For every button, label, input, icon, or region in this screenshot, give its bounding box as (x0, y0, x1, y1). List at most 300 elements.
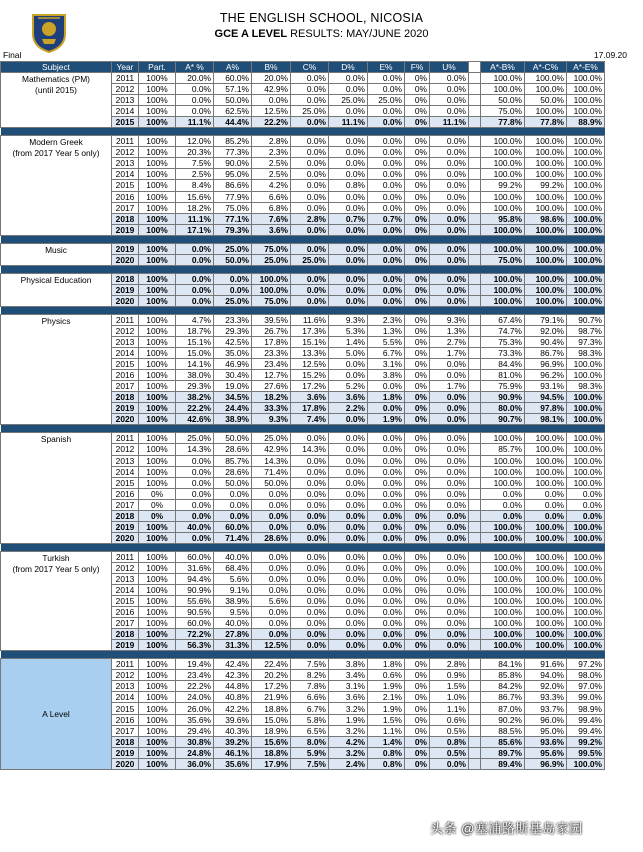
value-cell: 17.3% (291, 325, 329, 336)
value-cell: 0.0% (368, 562, 405, 573)
value-cell: 0% (405, 158, 430, 169)
value-cell: 19.4% (176, 659, 214, 670)
value-cell: 94.5% (525, 392, 567, 403)
value-cell: 100.0% (567, 477, 605, 488)
value-cell: 100.0% (481, 169, 525, 180)
value-cell: 100% (139, 254, 176, 265)
value-cell: 57.1% (214, 84, 252, 95)
value-cell: 2.3% (252, 147, 291, 158)
column-header: Subject (1, 62, 112, 73)
separator-bar (1, 306, 605, 314)
column-header: Part. (139, 62, 176, 73)
value-cell: 24.8% (176, 747, 214, 758)
value-cell: 100.0% (481, 433, 525, 444)
value-cell: 8.4% (176, 180, 214, 191)
value-cell: 0% (405, 725, 430, 736)
value-cell: 79.1% (525, 314, 567, 325)
value-cell: 1.5% (430, 681, 469, 692)
value-cell: 86.7% (481, 692, 525, 703)
value-cell: 4.2% (329, 736, 368, 747)
value-cell: 1.8% (368, 659, 405, 670)
year-cell: 2020 (112, 414, 139, 425)
year-cell: 2017 (112, 618, 139, 629)
column-gap (469, 725, 481, 736)
value-cell: 0.0% (291, 117, 329, 128)
value-cell: 100.0% (252, 273, 291, 284)
value-cell: 100.0% (481, 191, 525, 202)
value-cell: 100% (139, 466, 176, 477)
value-cell: 0% (405, 444, 430, 455)
value-cell: 100.0% (567, 414, 605, 425)
value-cell: 62.5% (214, 106, 252, 117)
value-cell: 4.7% (176, 314, 214, 325)
value-cell: 0.0% (176, 499, 214, 510)
value-cell: 100.0% (567, 169, 605, 180)
column-header: A*-E% (567, 62, 605, 73)
value-cell: 100.0% (525, 618, 567, 629)
subject-name: Music (1, 243, 112, 265)
value-cell: 100.0% (481, 202, 525, 213)
value-cell: 100.0% (481, 629, 525, 640)
value-cell: 100.0% (525, 169, 567, 180)
value-cell: 0.0% (291, 510, 329, 521)
value-cell: 0.0% (430, 521, 469, 532)
value-cell: 42.9% (252, 444, 291, 455)
value-cell: 100.0% (525, 191, 567, 202)
value-cell: 44.8% (214, 681, 252, 692)
column-gap (469, 640, 481, 651)
value-cell: 0.0% (368, 284, 405, 295)
value-cell: 100.0% (481, 147, 525, 158)
value-cell: 0.0% (291, 562, 329, 573)
separator-bar (1, 425, 605, 433)
value-cell: 18.8% (252, 703, 291, 714)
value-cell: 3.2% (329, 725, 368, 736)
value-cell: 100.0% (525, 532, 567, 543)
value-cell: 0% (405, 499, 430, 510)
value-cell: 100.0% (525, 295, 567, 306)
value-cell: 0% (405, 147, 430, 158)
value-cell: 0.0% (291, 243, 329, 254)
value-cell: 100.0% (481, 243, 525, 254)
value-cell: 0.0% (430, 224, 469, 235)
column-gap (469, 403, 481, 414)
value-cell: 0.0% (567, 499, 605, 510)
value-cell: 0.0% (430, 455, 469, 466)
value-cell: 0.0% (329, 551, 368, 562)
value-cell: 100.0% (525, 106, 567, 117)
value-cell: 36.0% (176, 758, 214, 769)
value-cell: 100.0% (481, 521, 525, 532)
year-cell: 2018 (112, 213, 139, 224)
value-cell: 100% (139, 337, 176, 348)
value-cell: 7.5% (176, 158, 214, 169)
value-cell: 0.5% (430, 747, 469, 758)
table-row (1, 73, 605, 84)
value-cell: 100% (139, 596, 176, 607)
value-cell: 0.0% (176, 243, 214, 254)
value-cell: 38.9% (214, 414, 252, 425)
value-cell: 87.0% (481, 703, 525, 714)
value-cell: 44.4% (214, 117, 252, 128)
value-cell: 100.0% (481, 607, 525, 618)
value-cell: 100.0% (525, 433, 567, 444)
value-cell: 100.0% (567, 158, 605, 169)
value-cell: 9.1% (214, 585, 252, 596)
value-cell: 96.9% (525, 758, 567, 769)
value-cell: 0% (405, 325, 430, 336)
value-cell: 15.0% (252, 714, 291, 725)
value-cell: 100.0% (481, 455, 525, 466)
value-cell: 100.0% (567, 466, 605, 477)
value-cell: 0.0% (430, 532, 469, 543)
value-cell: 100.0% (567, 73, 605, 84)
value-cell: 0.0% (252, 585, 291, 596)
value-cell: 90.9% (481, 392, 525, 403)
value-cell: 15.6% (176, 191, 214, 202)
value-cell: 80.0% (481, 403, 525, 414)
value-cell: 17.1% (176, 224, 214, 235)
value-cell: 100% (139, 295, 176, 306)
value-cell: 100% (139, 444, 176, 455)
value-cell: 0.0% (329, 477, 368, 488)
table-row (1, 659, 605, 670)
value-cell: 100.0% (567, 273, 605, 284)
column-gap (469, 747, 481, 758)
value-cell: 71.4% (214, 532, 252, 543)
value-cell: 23.3% (252, 348, 291, 359)
value-cell: 8.0% (291, 736, 329, 747)
value-cell: 100% (139, 147, 176, 158)
column-gap (469, 433, 481, 444)
value-cell: 1.9% (368, 681, 405, 692)
value-cell: 93.3% (525, 692, 567, 703)
value-cell: 38.0% (176, 370, 214, 381)
value-cell: 100% (139, 381, 176, 392)
year-cell: 2018 (112, 736, 139, 747)
value-cell: 0% (405, 224, 430, 235)
value-cell: 22.2% (176, 403, 214, 414)
value-cell: 77.8% (525, 117, 567, 128)
value-cell: 72.2% (176, 629, 214, 640)
value-cell: 98.1% (525, 414, 567, 425)
column-gap (469, 314, 481, 325)
value-cell: 24.4% (214, 403, 252, 414)
value-cell: 0% (405, 681, 430, 692)
value-cell: 0.0% (430, 607, 469, 618)
value-cell: 68.4% (214, 562, 252, 573)
value-cell: 18.8% (252, 747, 291, 758)
year-cell: 2012 (112, 562, 139, 573)
value-cell: 6.7% (368, 348, 405, 359)
column-header: A* % (176, 62, 214, 73)
value-cell: 100% (139, 477, 176, 488)
value-cell: 0.0% (430, 191, 469, 202)
value-cell: 100% (139, 681, 176, 692)
year-cell: 2020 (112, 758, 139, 769)
value-cell: 0.0% (368, 180, 405, 191)
value-cell: 0.0% (291, 573, 329, 584)
value-cell: 100% (139, 348, 176, 359)
value-cell: 100% (139, 670, 176, 681)
value-cell: 100.0% (525, 640, 567, 651)
value-cell: 100% (139, 532, 176, 543)
value-cell: 100% (139, 106, 176, 117)
value-cell: 100% (139, 202, 176, 213)
value-cell: 0.0% (368, 273, 405, 284)
value-cell: 12.7% (252, 370, 291, 381)
value-cell: 42.9% (252, 84, 291, 95)
value-cell: 75.9% (481, 381, 525, 392)
column-gap (469, 381, 481, 392)
value-cell: 3.8% (368, 370, 405, 381)
value-cell: 93.6% (525, 736, 567, 747)
value-cell: 75.0% (252, 243, 291, 254)
value-cell: 100.0% (481, 640, 525, 651)
value-cell: 0% (405, 510, 430, 521)
value-cell: 9.3% (329, 314, 368, 325)
value-cell: 1.0% (430, 692, 469, 703)
value-cell: 0.0% (176, 254, 214, 265)
year-cell: 2015 (112, 477, 139, 488)
value-cell: 81.0% (481, 370, 525, 381)
value-cell: 0.0% (368, 607, 405, 618)
year-cell: 2011 (112, 551, 139, 562)
value-cell: 0% (405, 670, 430, 681)
value-cell: 0.0% (525, 499, 567, 510)
subject-name: Mathematics (PM) (until 2015) (1, 73, 112, 128)
value-cell: 50.0% (214, 433, 252, 444)
value-cell: 12.0% (176, 136, 214, 147)
value-cell: 0.0% (368, 147, 405, 158)
value-cell: 0.0% (329, 370, 368, 381)
value-cell: 77.3% (214, 147, 252, 158)
column-gap (469, 659, 481, 670)
value-cell: 0% (405, 314, 430, 325)
value-cell: 11.1% (176, 117, 214, 128)
year-cell: 2012 (112, 84, 139, 95)
year-cell: 2017 (112, 725, 139, 736)
value-cell: 0% (405, 747, 430, 758)
value-cell: 23.4% (176, 670, 214, 681)
value-cell: 0% (405, 95, 430, 106)
value-cell: 100.0% (525, 596, 567, 607)
year-cell: 2015 (112, 117, 139, 128)
value-cell: 29.4% (176, 725, 214, 736)
separator-bar (1, 651, 605, 659)
value-cell: 100.0% (525, 585, 567, 596)
value-cell: 42.2% (214, 703, 252, 714)
value-cell: 2.5% (176, 169, 214, 180)
value-cell: 2.5% (252, 158, 291, 169)
year-cell: 2020 (112, 254, 139, 265)
value-cell: 5.9% (291, 747, 329, 758)
value-cell: 0% (405, 169, 430, 180)
value-cell: 0.0% (430, 106, 469, 117)
value-cell: 0% (405, 295, 430, 306)
column-gap (469, 243, 481, 254)
value-cell: 0.5% (430, 725, 469, 736)
column-gap (469, 348, 481, 359)
value-cell: 0.0% (291, 455, 329, 466)
column-gap (469, 521, 481, 532)
value-cell: 23.3% (214, 314, 252, 325)
value-cell: 0.0% (176, 477, 214, 488)
value-cell: 84.1% (481, 659, 525, 670)
value-cell: 15.2% (291, 370, 329, 381)
value-cell: 100.0% (525, 573, 567, 584)
value-cell: 0% (405, 84, 430, 95)
value-cell: 0.0% (329, 629, 368, 640)
value-cell: 92.0% (525, 325, 567, 336)
value-cell: 2.3% (368, 314, 405, 325)
year-cell: 2011 (112, 73, 139, 84)
table-header-row (1, 62, 605, 73)
column-gap (469, 758, 481, 769)
value-cell: 0.0% (368, 403, 405, 414)
value-cell: 50.0% (252, 477, 291, 488)
value-cell: 94.0% (525, 670, 567, 681)
value-cell: 100% (139, 455, 176, 466)
column-gap (469, 62, 481, 73)
value-cell: 0.0% (430, 551, 469, 562)
value-cell: 3.6% (329, 692, 368, 703)
value-cell: 89.4% (481, 758, 525, 769)
value-cell: 40.0% (214, 618, 252, 629)
value-cell: 100% (139, 403, 176, 414)
value-cell: 0% (405, 629, 430, 640)
value-cell: 60.0% (176, 618, 214, 629)
value-cell: 30.8% (176, 736, 214, 747)
value-cell: 18.7% (176, 325, 214, 336)
value-cell: 0.0% (291, 158, 329, 169)
value-cell: 0.0% (430, 370, 469, 381)
value-cell: 100% (139, 433, 176, 444)
value-cell: 100% (139, 573, 176, 584)
value-cell: 97.3% (567, 337, 605, 348)
subject-separator (1, 543, 605, 551)
value-cell: 0% (405, 359, 430, 370)
value-cell: 100% (139, 607, 176, 618)
year-cell: 2012 (112, 670, 139, 681)
year-cell: 2011 (112, 136, 139, 147)
value-cell: 0.0% (430, 414, 469, 425)
value-cell: 0.0% (430, 84, 469, 95)
value-cell: 0.0% (368, 243, 405, 254)
value-cell: 85.6% (481, 736, 525, 747)
value-cell: 99.4% (567, 725, 605, 736)
value-cell: 84.2% (481, 681, 525, 692)
value-cell: 100% (139, 224, 176, 235)
value-cell: 0% (405, 618, 430, 629)
value-cell: 75.0% (481, 254, 525, 265)
value-cell: 0.7% (329, 213, 368, 224)
value-cell: 0.0% (430, 158, 469, 169)
year-cell: 2012 (112, 325, 139, 336)
separator-bar (1, 128, 605, 136)
value-cell: 50.0% (214, 95, 252, 106)
column-gap (469, 95, 481, 106)
value-cell: 0% (405, 243, 430, 254)
value-cell: 6.8% (252, 202, 291, 213)
value-cell: 99.2% (567, 736, 605, 747)
value-cell: 14.1% (176, 359, 214, 370)
value-cell: 100.0% (525, 136, 567, 147)
year-cell: 2011 (112, 433, 139, 444)
value-cell: 0.0% (430, 444, 469, 455)
value-cell: 25.0% (291, 254, 329, 265)
year-cell: 2019 (112, 747, 139, 758)
value-cell: 0% (405, 136, 430, 147)
value-cell: 0.0% (291, 73, 329, 84)
value-cell: 5.6% (252, 596, 291, 607)
column-gap (469, 618, 481, 629)
value-cell: 5.5% (368, 337, 405, 348)
value-cell: 100% (139, 414, 176, 425)
value-cell: 1.9% (368, 414, 405, 425)
subject-name: Physical Education (1, 273, 112, 306)
column-gap (469, 466, 481, 477)
value-cell: 0.0% (329, 158, 368, 169)
value-cell: 100% (139, 325, 176, 336)
value-cell: 0.0% (329, 295, 368, 306)
value-cell: 100.0% (525, 243, 567, 254)
value-cell: 99.2% (525, 180, 567, 191)
value-cell: 100.0% (525, 73, 567, 84)
value-cell: 0.0% (329, 444, 368, 455)
subject-name: Modern Greek (from 2017 Year 5 only) (1, 136, 112, 235)
value-cell: 0.0% (329, 224, 368, 235)
value-cell: 100.0% (525, 607, 567, 618)
watermark-text: 头条 @塞浦路斯基岛家园 (430, 821, 583, 836)
value-cell: 9.5% (214, 607, 252, 618)
value-cell: 12.5% (291, 359, 329, 370)
value-cell: 60.0% (214, 73, 252, 84)
separator-bar (1, 265, 605, 273)
value-cell: 100.0% (481, 466, 525, 477)
value-cell: 0.0% (329, 84, 368, 95)
value-cell: 0% (405, 433, 430, 444)
value-cell: 100.0% (567, 359, 605, 370)
value-cell: 6.6% (252, 191, 291, 202)
value-cell: 100% (139, 136, 176, 147)
value-cell: 0.0% (214, 273, 252, 284)
value-cell: 100.0% (481, 596, 525, 607)
value-cell: 0.0% (368, 629, 405, 640)
value-cell: 99.0% (567, 692, 605, 703)
value-cell: 11.1% (329, 117, 368, 128)
column-gap (469, 736, 481, 747)
value-cell: 100.0% (525, 455, 567, 466)
value-cell: 0.0% (329, 596, 368, 607)
value-cell: 98.9% (567, 703, 605, 714)
value-cell: 0.0% (329, 359, 368, 370)
value-cell: 35.0% (214, 348, 252, 359)
value-cell: 1.4% (329, 337, 368, 348)
value-cell: 9.3% (252, 414, 291, 425)
value-cell: 99.2% (481, 180, 525, 191)
value-cell: 0% (405, 284, 430, 295)
value-cell: 100.0% (481, 136, 525, 147)
value-cell: 0.8% (368, 747, 405, 758)
value-cell: 2.8% (430, 659, 469, 670)
value-cell: 0.0% (329, 488, 368, 499)
value-cell: 100.0% (481, 273, 525, 284)
value-cell: 100.0% (481, 84, 525, 95)
value-cell: 0.0% (430, 392, 469, 403)
table-row (1, 273, 605, 284)
value-cell: 0.0% (252, 551, 291, 562)
